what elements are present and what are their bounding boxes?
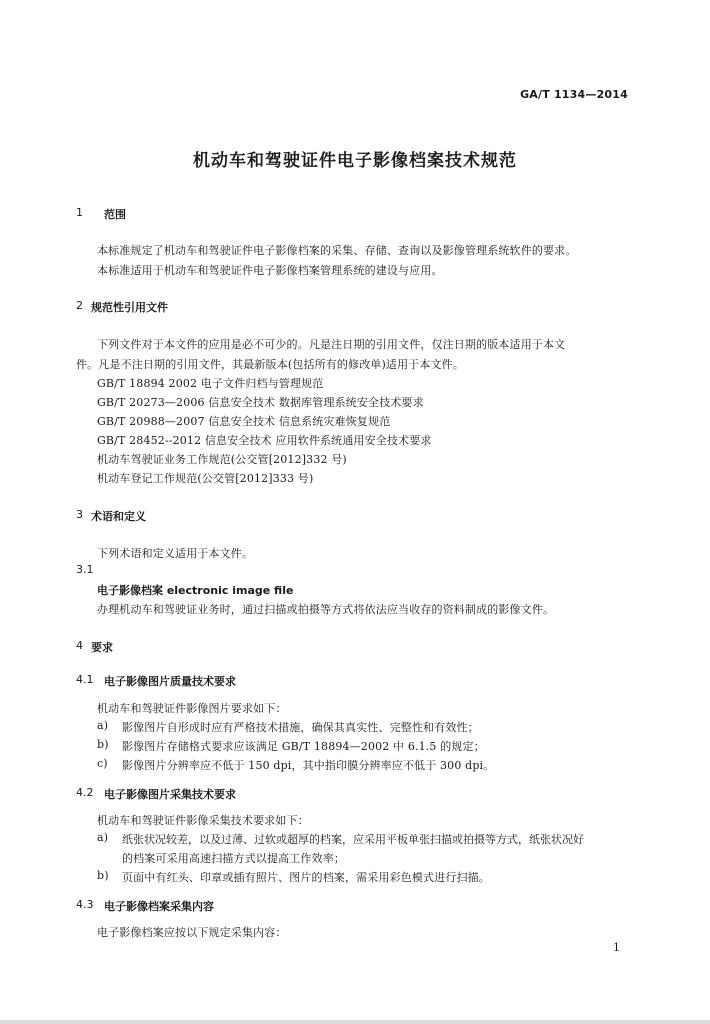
term-3-1-name: 电子影像档案 electronic image file <box>97 584 294 597</box>
page-bottom-edge <box>0 1020 710 1024</box>
section-4-3-intro: 电子影像档案应按以下规定采集内容： <box>97 926 287 939</box>
section-4-1-intro: 机动车和驾驶证件影像图片要求如下： <box>97 702 287 715</box>
section-4-3-number: 4.3 <box>76 898 94 911</box>
term-3-1-number: 3.1 <box>76 563 94 576</box>
section-4-number: 4 <box>76 639 83 652</box>
section-4-2-number: 4.2 <box>76 786 94 799</box>
page-number: 1 <box>613 941 621 954</box>
reference-item: GB/T 20988—2007 信息安全技术 信息系统灾难恢复规范 <box>97 415 391 428</box>
section-4-3-title: 电子影像档案采集内容 <box>104 900 214 913</box>
section-1-number: 1 <box>76 206 83 219</box>
standard-code: GA/T 1134—2014 <box>520 88 628 101</box>
list-item-text: 影像图片自形成时应有严格技术措施，确保其真实性、完整性和有效性； <box>122 721 479 734</box>
section-1-paragraph-1: 本标准规定了机动车和驾驶证件电子影像档案的采集、存储、查询以及影像管理系统软件的要求。 <box>97 244 577 257</box>
section-2-title: 规范性引用文件 <box>91 301 168 314</box>
reference-item: 机动车登记工作规范(公交管[2012]333 号) <box>97 472 314 485</box>
reference-item: 机动车驾驶证业务工作规范(公交管[2012]332 号) <box>97 453 347 466</box>
section-1-paragraph-2: 本标准适用于机动车和驾驶证件电子影像档案管理系统的建设与应用。 <box>97 264 443 277</box>
section-2-number: 2 <box>76 299 83 312</box>
section-4-2-title: 电子影像图片采集技术要求 <box>104 788 236 801</box>
list-item-marker: a) <box>97 719 109 732</box>
list-item-marker: b) <box>97 738 109 751</box>
section-3-paragraph: 下列术语和定义适用于本文件。 <box>97 547 254 560</box>
document-title: 机动车和驾驶证件电子影像档案技术规范 <box>193 151 517 171</box>
reference-item: GB/T 28452--2012 信息安全技术 应用软件系统通用安全技术要求 <box>97 434 432 447</box>
section-4-2-intro: 机动车和驾驶证件影像采集技术要求如下： <box>97 814 309 827</box>
section-3-title: 术语和定义 <box>91 510 146 523</box>
section-4-title: 要求 <box>91 641 113 654</box>
section-4-1-title: 电子影像图片质量技术要求 <box>104 675 236 688</box>
section-1-title: 范围 <box>104 208 126 221</box>
reference-item: GB/T 20273—2006 信息安全技术 数据库管理系统安全技术要求 <box>97 396 424 409</box>
section-3-number: 3 <box>76 508 83 521</box>
reference-item: GB/T 18894 2002 电子文件归档与管理规范 <box>97 377 324 390</box>
list-item-text: 影像图片分辨率应不低于 150 dpi，其中指印膜分辨率应不低于 300 dpi。 <box>122 759 495 772</box>
list-item-text: 影像图片存储格式要求应该满足 GB/T 18894—2002 中 6.1.5 的规定； <box>122 740 485 753</box>
list-item-text: 纸张状况较差，以及过薄、过软或超厚的档案，应采用平板单张扫描或拍摄等方式，纸张状况好 <box>122 833 584 846</box>
list-item-marker: c) <box>97 757 108 770</box>
list-item-marker: a) <box>97 831 109 844</box>
section-2-paragraph-line-1: 下列文件对于本文件的应用是必不可少的。凡是注日期的引用文件，仅注日期的版本适用于本文 <box>97 338 566 351</box>
section-2-paragraph-line-2: 件。凡是不注日期的引用文件，其最新版本(包括所有的修改单)适用于本文件。 <box>76 358 464 371</box>
section-4-1-number: 4.1 <box>76 673 94 686</box>
list-item-text: 页面中有红头、印章或插有照片、图片的档案，需采用彩色模式进行扫描。 <box>122 871 490 884</box>
list-item-continuation: 的档案可采用高速扫描方式以提高工作效率； <box>122 852 345 865</box>
term-3-1-definition: 办理机动车和驾驶证业务时，通过扫描或拍摄等方式将依法应当收存的资料制成的影像文件。 <box>97 603 555 616</box>
list-item-marker: b) <box>97 869 109 882</box>
